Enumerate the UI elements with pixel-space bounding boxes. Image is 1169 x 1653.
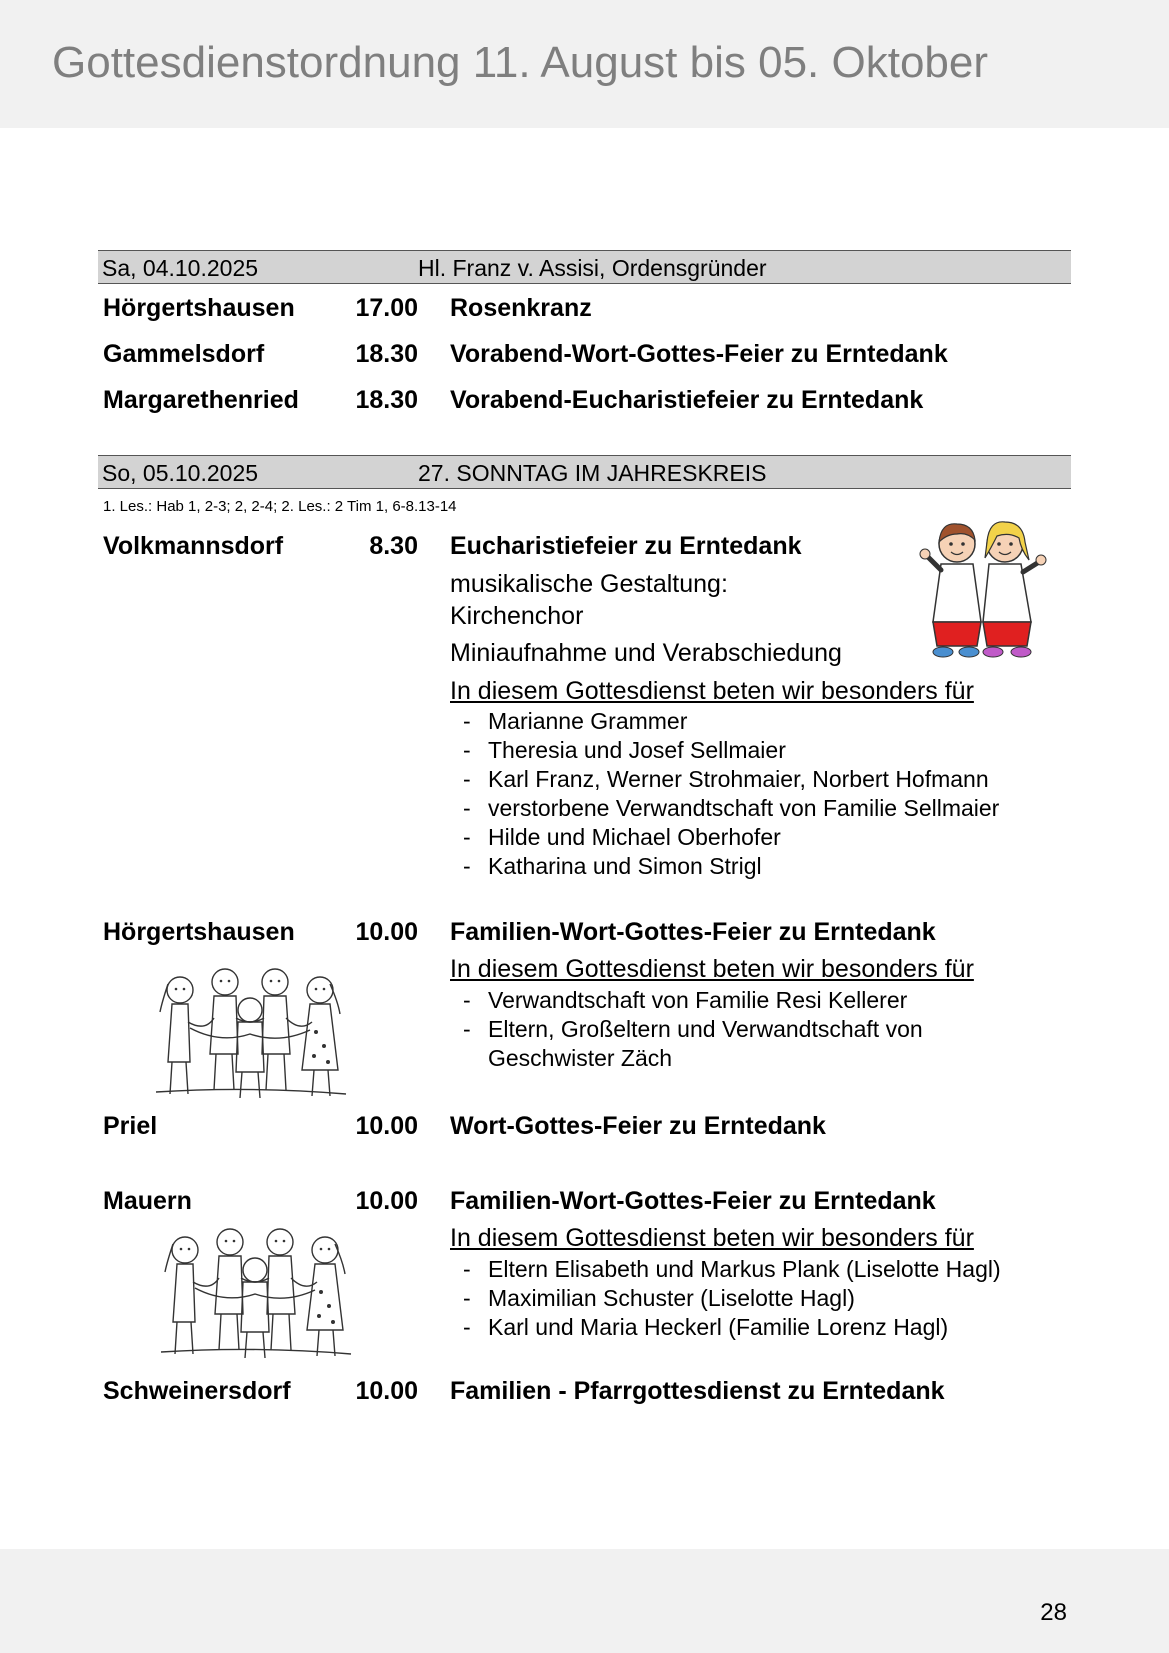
intention-item: - Eltern Elisabeth und Markus Plank (Liselotte Hagl) — [463, 1255, 1001, 1284]
service-row — [0, 1187, 1169, 1223]
service-name: Vorabend-Eucharistiefeier zu Erntedank — [450, 386, 924, 414]
service-time: 10.00 — [355, 918, 418, 946]
intention-list — [463, 986, 923, 1073]
intention-list — [463, 1255, 1001, 1342]
service-time: 10.00 — [355, 1187, 418, 1215]
service-name: Wort-Gottes-Feier zu Erntedank — [450, 1112, 826, 1140]
intention-item: Geschwister Zäch — [488, 1045, 673, 1071]
service-row — [0, 340, 1169, 376]
page-footer — [0, 1549, 1169, 1653]
service-time: 18.30 — [355, 340, 418, 368]
day-title: Hl. Franz v. Assisi, Ordensgründer — [418, 255, 767, 281]
altar-servers-illustration — [905, 512, 1055, 662]
service-name: Familien - Pfarrgottesdienst zu Erntedank — [450, 1377, 945, 1405]
service-location: Margarethenried — [103, 386, 299, 414]
intention-list — [463, 707, 999, 881]
service-location: Hörgertshausen — [103, 918, 295, 946]
service-row — [0, 294, 1169, 330]
intention-item: - Hilde und Michael Oberhofer — [463, 823, 999, 852]
intention-item: - Verwandtschaft von Familie Resi Kellerer — [463, 986, 923, 1015]
service-name: Rosenkranz — [450, 294, 592, 322]
prayer-heading: In diesem Gottesdienst beten wir besonders für — [450, 1224, 974, 1252]
service-location: Schweinersdorf — [103, 1377, 291, 1405]
page-title: Gottesdienstordnung 11. August bis 05. Oktober — [52, 38, 989, 87]
service-time: 17.00 — [355, 294, 418, 322]
intention-item: - verstorbene Verwandtschaft von Familie Sellmaier — [463, 794, 999, 823]
service-name: Vorabend-Wort-Gottes-Feier zu Erntedank — [450, 340, 948, 368]
service-location: Priel — [103, 1112, 158, 1140]
day-header-saturday — [98, 250, 1071, 284]
day-date: Sa, 04.10.2025 — [102, 255, 259, 281]
service-time: 18.30 — [355, 386, 418, 414]
service-detail: Miniaufnahme und Verabschiedung — [450, 639, 842, 667]
page-header — [0, 0, 1169, 128]
page-number: 28 — [1040, 1599, 1067, 1626]
service-name: Familien-Wort-Gottes-Feier zu Erntedank — [450, 918, 936, 946]
intention-item: - Eltern, Großeltern und Verwandtschaft von — [463, 1015, 923, 1044]
intention-item: - Karl Franz, Werner Strohmaier, Norbert Hofmann — [463, 765, 999, 794]
day-header-sunday — [98, 455, 1071, 489]
service-name: Eucharistiefeier zu Erntedank — [450, 532, 802, 560]
service-time: 10.00 — [355, 1377, 418, 1405]
service-detail: musikalische Gestaltung: — [450, 570, 728, 598]
service-name: Familien-Wort-Gottes-Feier zu Erntedank — [450, 1187, 936, 1215]
intention-item: - Karl und Maria Heckerl (Familie Lorenz Hagl) — [463, 1313, 1001, 1342]
service-row — [0, 386, 1169, 422]
intention-item: - Marianne Grammer — [463, 707, 999, 736]
prayer-heading: In diesem Gottesdienst beten wir besonders für — [450, 677, 974, 705]
service-location: Mauern — [103, 1187, 192, 1215]
children-circle-illustration — [150, 962, 350, 1102]
children-circle-illustration — [155, 1222, 355, 1362]
intention-item: - Maximilian Schuster (Liselotte Hagl) — [463, 1284, 1001, 1313]
service-location: Volkmannsdorf — [103, 532, 284, 560]
service-time: 10.00 — [355, 1112, 418, 1140]
service-row — [0, 918, 1169, 954]
service-location: Gammelsdorf — [103, 340, 265, 368]
service-row — [0, 1112, 1169, 1148]
intention-item: - Katharina und Simon Strigl — [463, 852, 999, 881]
service-detail: Kirchenchor — [450, 602, 584, 630]
day-date: So, 05.10.2025 — [102, 460, 259, 486]
service-time: 8.30 — [369, 532, 418, 560]
prayer-heading: In diesem Gottesdienst beten wir besonders für — [450, 955, 974, 983]
day-title: 27. SONNTAG IM JAHRESKREIS — [418, 460, 767, 486]
bible-readings: 1. Les.: Hab 1, 2-3; 2, 2-4; 2. Les.: 2 Tim 1, 6-8.13-14 — [103, 498, 457, 515]
service-location: Hörgertshausen — [103, 294, 295, 322]
intention-item: - Theresia und Josef Sellmaier — [463, 736, 999, 765]
service-row — [0, 1377, 1169, 1413]
